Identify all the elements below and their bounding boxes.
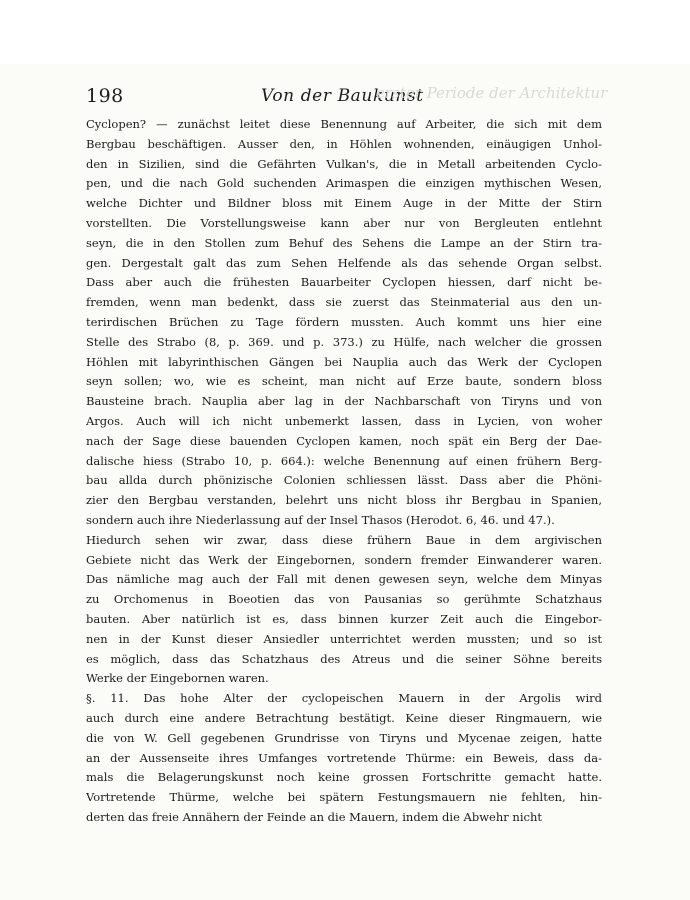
text-line: Dass aber auch die frühesten Bauarbeiter Cyclopen hiessen, darf nicht be- — [86, 275, 602, 290]
text-line: es möglich, dass das Schatzhaus des Atreus und die seiner Söhne bereits — [86, 651, 602, 666]
text-line: Werke der Eingebornen waren. — [86, 671, 269, 686]
running-title: Von der Baukunst — [261, 86, 424, 106]
text-line: welche Dichter und Bildner bloss mit Einem Auge in der Mitte der Stirn — [86, 196, 602, 211]
text-line: seyn, die in den Stollen zum Behuf des Sehens die Lampe an der Stirn tra- — [86, 235, 602, 250]
book-page — [0, 64, 690, 900]
text-line: die von W. Gell gegebenen Grundrisse von Tiryns und Mycenae zeigen, hatte — [86, 730, 602, 745]
text-line: an der Aussenseite ihres Umfanges vortretende Thürme: ein Beweis, dass da- — [86, 750, 602, 765]
paragraph — [86, 115, 602, 531]
text-line: zier den Bergbau verstanden, belehrt uns nicht bloss ihr Bergbau in Spanien, — [86, 493, 602, 508]
bleed-through-text: erster Periode der Architektur — [376, 84, 608, 102]
text-line: Gebiete nicht das Werk der Eingebornen, sondern fremder Einwanderer waren. — [86, 552, 602, 567]
page-header — [86, 82, 608, 110]
text-line: Höhlen mit labyrinthischen Gängen bei Nauplia auch das Werk der Cyclopen — [86, 354, 602, 369]
text-line: vorstellten. Die Vorstellungsweise kann aber nur von Bergleuten entlehnt — [86, 215, 602, 230]
text-line: auch durch eine andere Betrachtung bestätigt. Keine dieser Ringmauern, wie — [86, 710, 602, 725]
text-line: mals die Belagerungskunst noch keine grossen Fortschritte gemacht hatte. — [86, 770, 602, 785]
text-line: Stelle des Strabo (8, p. 369. und p. 373.) zu Hülfe, nach welcher die grossen — [86, 334, 602, 349]
text-line: derten das freie Annähern der Feinde an die Mauern, indem die Abwehr nicht — [86, 809, 542, 824]
page-number: 198 — [86, 85, 124, 107]
text-line: §. 11. Das hohe Alter der cyclopeischen Mauern in der Argolis wird — [86, 691, 602, 706]
body-text — [86, 115, 602, 828]
text-line: bau allda durch phönizische Colonien schliessen lässt. Dass aber die Phöni- — [86, 473, 602, 488]
text-line: Argos. Auch will ich nicht unbemerkt lassen, dass in Lycien, von woher — [86, 413, 602, 428]
text-line: dalische hiess (Strabo 10, p. 664.): welche Benennung auf einen frühern Berg- — [86, 453, 602, 468]
text-line: fremden, wenn man bedenkt, dass sie zuerst das Steinmaterial aus den un- — [86, 295, 602, 310]
text-line: Das nämliche mag auch der Fall mit denen gewesen seyn, welche dem Minyas — [86, 572, 602, 587]
paragraph — [86, 531, 602, 689]
text-line: Bausteine brach. Nauplia aber lag in der Nachbarschaft von Tiryns und von — [86, 394, 602, 409]
text-line: Cyclopen? — zunächst leitet diese Benennung auf Arbeiter, die sich mit dem — [86, 117, 602, 131]
text-line: zu Orchomenus in Boeotien das von Pausanias so gerühmte Schatzhaus — [86, 592, 602, 607]
paragraph — [86, 689, 602, 828]
text-line: nen in der Kunst dieser Ansiedler unterrichtet werden mussten; und so ist — [86, 631, 602, 646]
text-line: pen, und die nach Gold suchenden Arimaspen die einzigen mythischen Wesen, — [86, 176, 602, 191]
text-line: Vortretende Thürme, welche bei spätern Festungsmauern nie fehlten, hin- — [86, 790, 602, 805]
text-line: nach der Sage diese bauenden Cyclopen kamen, noch spät ein Berg der Dae- — [86, 433, 602, 448]
text-line: terirdischen Brüchen zu Tage fördern mussten. Auch kommt uns hier eine — [86, 314, 602, 329]
text-line: Bergbau beschäftigen. Ausser den, in Höhlen wohnenden, einäugigen Unhol- — [86, 136, 602, 151]
text-line: den in Sizilien, sind die Gefährten Vulkan's, die in Metall arbeitenden Cyclo- — [86, 156, 602, 171]
text-line: bauten. Aber natürlich ist es, dass binnen kurzer Zeit auch die Eingebor- — [86, 611, 602, 626]
text-line: Hiedurch sehen wir zwar, dass diese frühern Baue in dem argivischen — [86, 532, 602, 547]
text-line: sondern auch ihre Niederlassung auf der Insel Thasos (Herodot. 6, 46. und 47.). — [86, 512, 555, 527]
text-line: seyn sollen; wo, wie es scheint, man nicht auf Erze baute, sondern bloss — [86, 374, 602, 389]
text-line: gen. Dergestalt galt das zum Sehen Helfende als das sehende Organ selbst. — [86, 255, 602, 270]
